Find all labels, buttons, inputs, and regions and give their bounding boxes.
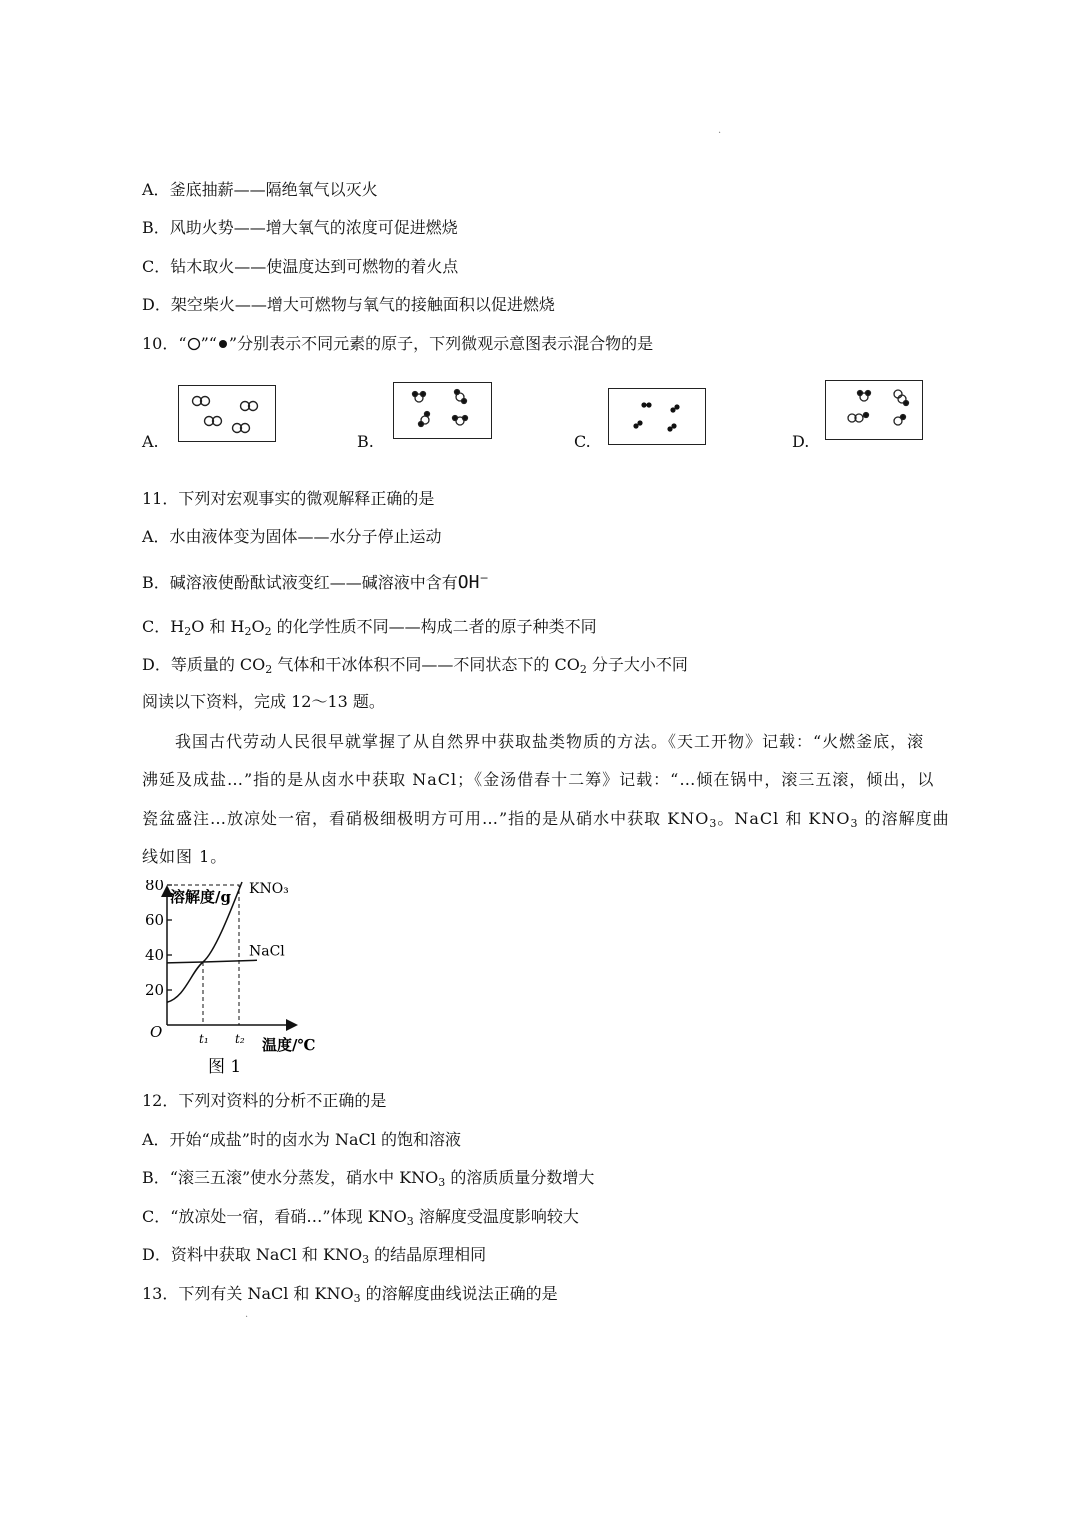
q10-stem: 10．“ ”“ ”分别表示不同元素的原子，下列微观示意图表示混合物的是 bbox=[142, 334, 654, 353]
solubility-chart bbox=[140, 880, 340, 1080]
q9-option-c: C．钻木取火——使温度达到可燃物的着火点 bbox=[142, 257, 459, 276]
q10-option-c-label: C. bbox=[574, 432, 591, 451]
y-tick-label: 80 bbox=[145, 880, 165, 894]
passage-line-2: 沸延及成盐…”指的是从卤水中获取 NaCl；《金汤借春十二筹》记载：“…倾在锅中，滚三五滚，倾出，以 bbox=[142, 770, 935, 789]
origin-label: O bbox=[150, 1023, 163, 1041]
q11-option-d: D．等质量的 $CO_2$ 气体和干冰体积不同——不同状态下的 $CO_2$ 分子大小不同 bbox=[142, 655, 688, 676]
q9-option-b: B．风助火势——增大氧气的浓度可促进燃烧 bbox=[142, 218, 458, 237]
y-tick-label: 20 bbox=[145, 981, 165, 999]
x-axis-label: 温度/℃ bbox=[262, 1036, 316, 1054]
y-tick-label: 40 bbox=[145, 946, 165, 964]
passage-line-4: 线如图 1。 bbox=[142, 847, 228, 866]
q10-option-d-label: D. bbox=[792, 432, 810, 451]
q11-option-b: B．碱溶液使酚酞试液变红——碱溶液中含有OH− bbox=[142, 571, 489, 593]
q11-option-c: C．$H_2O$ 和 $H_2O_2$ 的化学性质不同——构成二者的原子种类不同 bbox=[142, 617, 597, 638]
q12-option-d: D．资料中获取 NaCl 和 $KNO_3$ 的结晶原理相同 bbox=[142, 1245, 487, 1266]
speck: · bbox=[718, 128, 722, 139]
q10-option-a-label: A. bbox=[142, 432, 159, 451]
q12-option-b: B．“滚三五滚”使水分蒸发，硝水中 $KNO_3$ 的溶质质量分数增大 bbox=[142, 1168, 595, 1189]
passage-line-1: 我国古代劳动人民很早就掌握了从自然界中获取盐类物质的方法。《天工开物》记载：“火燃釜底，滚 bbox=[175, 732, 925, 751]
x-tick-label: t₂ bbox=[235, 1032, 245, 1046]
q9-option-a: A．釜底抽薪——隔绝氧气以灭火 bbox=[142, 180, 378, 199]
q11-stem: 11．下列对宏观事实的微观解释正确的是 bbox=[142, 489, 435, 508]
q10-diagram-b bbox=[393, 382, 492, 439]
q10-diagram-a bbox=[178, 385, 276, 442]
series-nacl-line bbox=[167, 960, 257, 963]
q9-option-d: D．架空柴火——增大可燃物与氧气的接触面积以促进燃烧 bbox=[142, 295, 555, 314]
chart-caption: 图 1 bbox=[208, 1057, 242, 1077]
q10-diagram-d bbox=[825, 380, 923, 440]
q12-option-c: C．“放凉处一宿，看硝…”体现 $KNO_3$ 溶解度受温度影响较大 bbox=[142, 1207, 579, 1228]
q12-stem: 12．下列对资料的分析不正确的是 bbox=[142, 1091, 387, 1110]
q10-option-b-label: B. bbox=[357, 432, 374, 451]
q13-stem: 13．下列有关 NaCl 和 $KNO_3$ 的溶解度曲线说法正确的是 bbox=[142, 1284, 558, 1305]
hollow-atom-icon bbox=[187, 337, 201, 351]
q11-option-a: A．水由液体变为固体——水分子停止运动 bbox=[142, 527, 442, 546]
x-tick-label: t₁ bbox=[199, 1032, 209, 1046]
series-label-kno3: KNO₃ bbox=[249, 881, 289, 897]
passage-line-3: 瓷盆盛注…放凉处一宿，看硝极细极明方可用…”指的是从硝水中获取 $KNO_3$。NaCl 和 $KNO_3$ 的溶解度曲 bbox=[142, 809, 950, 830]
y-axis-label: 溶解度/g bbox=[170, 888, 231, 906]
y-tick-label: 60 bbox=[145, 911, 165, 929]
series-label-nacl: NaCl bbox=[249, 943, 285, 960]
reading-intro: 阅读以下资料，完成 12～13 题。 bbox=[142, 692, 385, 711]
speck: · bbox=[245, 1312, 249, 1323]
q12-option-a: A．开始“成盐”时的卤水为 NaCl 的饱和溶液 bbox=[142, 1130, 461, 1149]
q10-diagram-c bbox=[608, 388, 706, 445]
solid-atom-icon bbox=[217, 338, 229, 350]
